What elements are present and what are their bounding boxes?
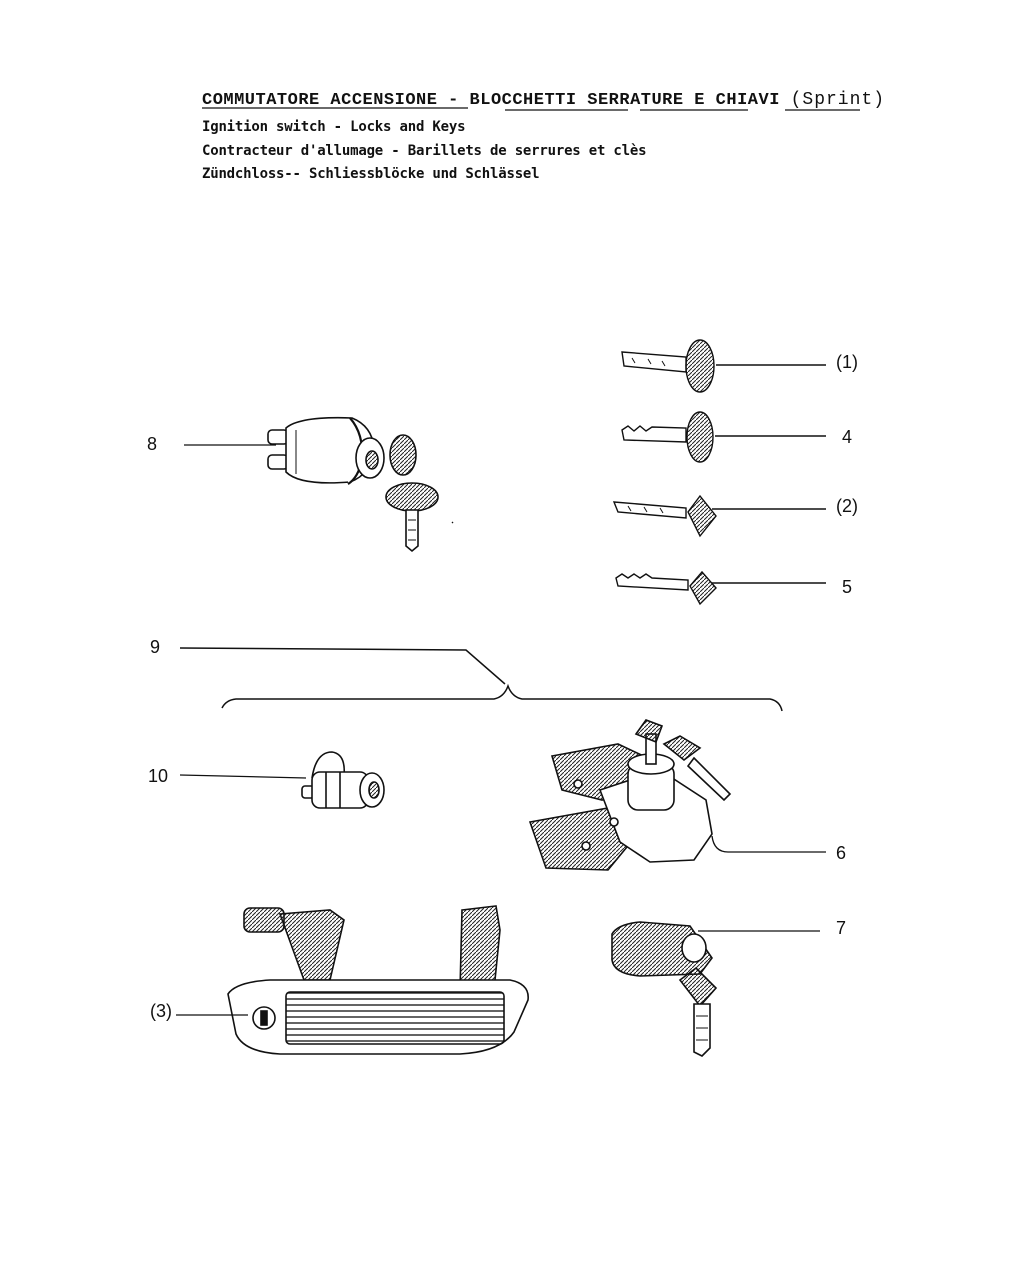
glovebox-lock-drawing [612,922,820,1056]
callout-5: 5 [842,577,853,597]
callout-2: (2) [836,496,858,516]
subtitle-german: Zündchloss-- Schliessblöcke und Schlässel [202,166,540,182]
door-handle-drawing [176,906,528,1054]
callout-4: 4 [842,427,853,447]
callout-10: 10 [148,766,169,786]
key-4-drawing [622,412,826,462]
key-5-drawing [616,572,826,604]
subtitle-french: Contracteur d'allumage - Barillets de serrures et clès [202,143,647,159]
group-bracket-9 [180,648,782,711]
callout-1: (1) [836,352,858,372]
catalog-title-text: COMMUTATORE ACCENSIONE - BLOCCHETTI SERRATURE E CHIAVI [202,91,780,110]
key-2-drawing [614,496,826,536]
steering-lock-drawing [530,720,826,870]
subtitle-english: Ignition switch - Locks and Keys [202,119,466,135]
title-underline [202,108,860,110]
ignition-switch-drawing [184,418,438,551]
catalog-title-suffix: (Sprint) [790,90,886,110]
callout-9: 9 [150,637,161,657]
callout-8: 8 [147,434,158,454]
lock-cylinder-drawing [180,752,384,808]
callout-3: (3) [150,1001,172,1021]
leader-lines [452,522,453,523]
callout-7: 7 [836,918,847,938]
key-1-drawing [622,340,826,392]
callout-6: 6 [836,843,847,863]
